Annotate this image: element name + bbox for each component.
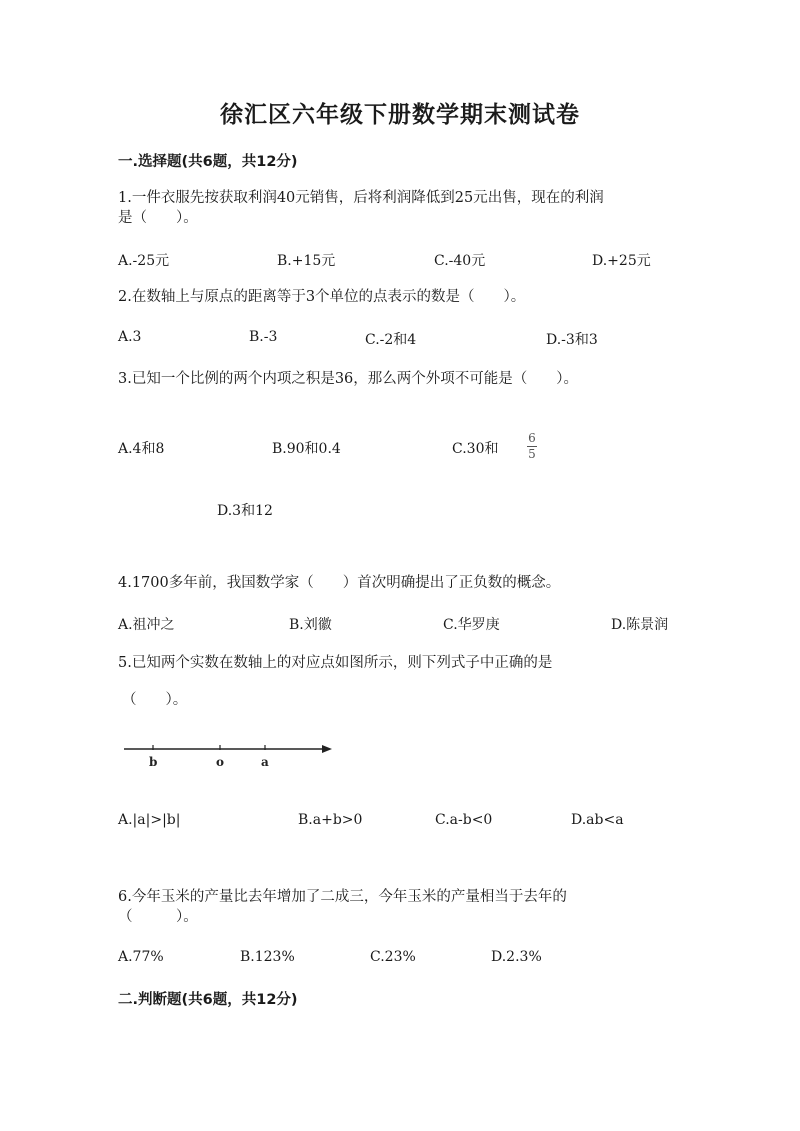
question-4-option-c: C.华罗庚 — [443, 617, 500, 633]
question-3-option-a: A.4和8 — [118, 441, 165, 457]
question-6-text: 6.今年玉米的产量比去年增加了二成三，今年玉米的产量相当于去年的 — [118, 889, 567, 905]
question-3-option-d: D.3和12 — [217, 503, 273, 519]
section-heading-judgement: 二.判断题(共6题，共12分) — [118, 992, 298, 1008]
question-3-fraction — [527, 432, 537, 461]
question-4-option-a: A.祖冲之 — [118, 617, 175, 633]
question-2-text: 2.在数轴上与原点的距离等于3个单位的点表示的数是（ ）。 — [118, 289, 526, 305]
question-4-text: 4.1700多年前，我国数学家（ ）首次明确提出了正负数的概念。 — [118, 575, 561, 591]
section-heading-choice: 一.选择题(共6题，共12分) — [118, 154, 298, 170]
question-2-option-b: B.-3 — [249, 329, 278, 345]
fraction-numerator: 6 — [528, 431, 536, 445]
question-6-option-d: D.2.3% — [491, 949, 542, 965]
question-1-option-d: D.+25元 — [592, 253, 651, 269]
label-o: o — [216, 755, 225, 769]
question-4-option-b: B.刘徽 — [289, 617, 332, 633]
question-6-text-cont: （ ）。 — [118, 909, 198, 925]
question-5-text-cont: （ ）。 — [122, 692, 188, 708]
question-5-text: 5.已知两个实数在数轴上的对应点如图所示，则下列式子中正确的是 — [118, 655, 553, 671]
question-3-option-b: B.90和0.4 — [272, 441, 341, 457]
question-1-option-a: A.-25元 — [118, 253, 170, 269]
fraction-denominator: 5 — [528, 447, 536, 461]
question-6-option-b: B.123% — [240, 949, 295, 965]
page-title: 徐汇区六年级下册数学期末测试卷 — [220, 102, 580, 128]
question-5-option-c: C.a-b<0 — [435, 812, 493, 828]
question-4-option-d: D.陈景润 — [611, 617, 669, 633]
question-2-option-c: C.-2和4 — [365, 332, 417, 348]
question-1-option-c: C.-40元 — [434, 253, 486, 269]
question-1-text-cont: 是（ ）。 — [118, 210, 198, 226]
question-5-option-a: A.|a|>|b| — [118, 812, 181, 828]
question-3-text: 3.已知一个比例的两个内项之积是36，那么两个外项不可能是（ ）。 — [118, 371, 579, 387]
number-line-arrow — [322, 745, 332, 753]
question-2-option-d: D.-3和3 — [546, 332, 598, 348]
question-2-option-a: A.3 — [118, 329, 142, 345]
question-6-option-c: C.23% — [370, 949, 416, 965]
question-1-text: 1.一件衣服先按获取利润40元销售，后将利润降低到25元出售，现在的利润 — [118, 190, 604, 206]
question-6-option-a: A.77% — [118, 949, 164, 965]
question-3-option-c: C.30和 — [452, 441, 499, 457]
label-a: a — [261, 755, 269, 769]
question-5-option-b: B.a+b>0 — [298, 812, 363, 828]
label-b: b — [149, 755, 158, 769]
question-1-option-b: B.+15元 — [277, 253, 336, 269]
number-line-figure — [120, 738, 340, 770]
question-5-option-d: D.ab<a — [571, 812, 624, 828]
